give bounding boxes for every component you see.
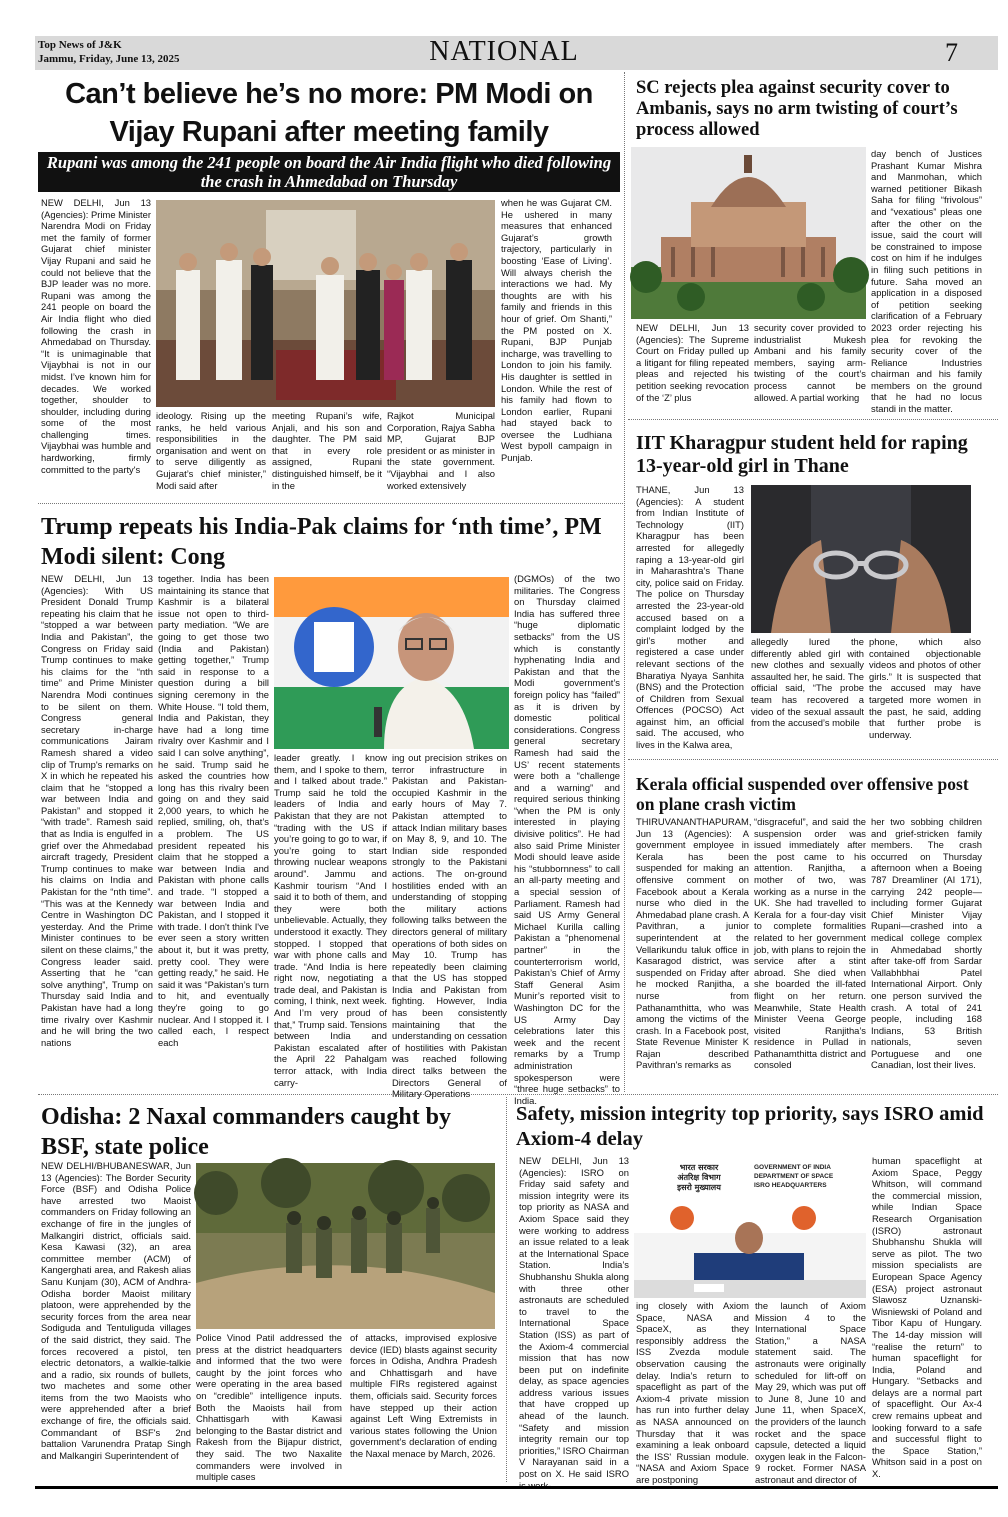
- kerala-col-2: “disgraceful”, and said the suspension order was issued immediately after the post came to his attention. Ranjitha, a mother of two, was working as a nurse in the UK. She had travelled to Kerala for a four-day visit to complete formalities related to her government job, with plans to rejoin the service after a stint abroad. She died when she boarded the ill-fated flight on her return. Meanwhile, State Health Minister Veena George visited Ranjitha’s residence in Pullad in Pathanamthitta district and consoled: [754, 816, 866, 1071]
- trump-headline: Trump repeats his India-Pak claims for ‘nth time’, PM Modi silent: Cong: [41, 514, 602, 570]
- iit-headline: IIT Kharagpur student held for raping 13-year-old girl in Thane: [636, 432, 968, 477]
- iit-col-2: allegedly lured the differently abled girl with new clothes and sexually assaulted her, he said. The official said, “The probe team has recovered a video of the sexual assault from the accused’s mobile: [751, 636, 864, 729]
- sign-hindi: भारत सरकार अंतरिक्ष विभाग इसरो मुख्यालय: [677, 1163, 721, 1192]
- handcuffs-photo: [751, 485, 971, 633]
- sc-col-3: day bench of Justices Prashant Kumar Mishra and Manmohan, which warned petitioner Bikash Saha for filing “frivolous” and “vexatious” pleas one after the other on the issue, said the court will be constrained to impose cost on him if he indulges in filing such petitions in future. Saha moved an application in a disposed of petition seeking clarification of a February 2023 order rejecting his plea for revoking the security cover of the Reliance Industries chairman and his family members on the ground that he had no locus standi in the matter.: [871, 148, 982, 415]
- sign-english: GOVERNMENT OF INDIA DEPARTMENT OF SPACE ISRO HEADQUARTERS: [754, 1164, 834, 1189]
- bsf-patrol-photo: [196, 1163, 495, 1329]
- isro-chairman-photo: [634, 1158, 866, 1298]
- odisha-col-2: Police Vinod Patil addressed the press at the district headquarters and informed that the two were caught by the joint forces who were operating in the area based on “credible” intelligence inputs. Both the Maoists hail from Chhattisgarh with Kawasi belonging to the Bastar district and Rakesh from the Bijapur district, they said. The two Naxalite commanders were involved in multiple cases: [196, 1332, 342, 1483]
- kerala-headline: Kerala official suspended over offensive post on plane crash victim: [636, 774, 969, 814]
- modi-deck: Rupani was among the 241 people on board the Air India flight who died following the crash in Ahmedabad on Thursday: [38, 152, 620, 192]
- divider: [38, 1094, 998, 1095]
- modi-col-2: ideology. Rising up the ranks, he held various responsibilities in the organisation and went on to serve diligently as Gujarat’s chief minister,” Modi said after: [156, 410, 266, 491]
- column-divider: [506, 1097, 507, 1482]
- sc-headline: SC rejects plea against security cover to Ambanis, says no arm twisting of court’s process allowed: [636, 78, 958, 140]
- page-number: 7: [945, 38, 958, 67]
- isro-col-3: the launch of Axiom Mission 4 to the International Space Station,” a NASA statement said. The astronauts were originally scheduled for lift-off on May 29, which was put off to June 8, June 10 and June 11, when SpaceX, the providers of the launch rocket and the space capsule, detected a liquid oxygen leak in the Falcon-9 rocket. Former NASA astronaut and director of: [755, 1300, 866, 1485]
- modi-photo: [156, 200, 495, 407]
- isro-headline: Safety, mission integrity top priority, says ISRO amid Axiom-4 delay: [516, 1103, 984, 1150]
- divider: [628, 419, 998, 420]
- modi-headline: Can’t believe he’s no more: PM Modi on Vijay Rupani after meeting family: [65, 78, 593, 148]
- isro-col-4: human spaceflight at Axiom Space, Peggy Whitson, will command the commercial mission, while Indian Space Research Organisation (ISRO) astronaut Shubhanshu Shukla will serve as pilot. The two mission specialists are European Space Agency (ESA) project astronaut Slawosz Uznanski-Wisniewski of Poland and Tibor Kapu of Hungary. The 14-day mission will “realise the return” to human spaceflight for India, Poland and Hungary. “Setbacks and delays are a normal part of spaceflight. Our Ax-4 crew remains upbeat and looking forward to a safe and successful flight to the Space Station,” Whitson said in a post on X.: [872, 1155, 982, 1480]
- modi-col-4: Rajkot Municipal Corporation, Rajya Sabha MP, Gujarat BJP president or as minister in the state government. “Vijaybhai and I also worked extensively: [387, 410, 495, 491]
- bottom-rule: [35, 1486, 998, 1489]
- divider: [38, 503, 623, 504]
- paper-name: Top News of J&K: [38, 39, 122, 51]
- trump-col-5: (DGMOs) of the two militaries. The Congress on Thursday claimed India has suffered three “huge diplomatic setbacks” from the US which is constantly hyphenating India and Pakistan and that the Modi government’s foreign policy has “failed” as it is driven by domestic political considerations. Congress general secretary Ramesh had said the US’ recent statements were both a “challenge and a warning” and required serious thinking “when the PM is only interested in playing divisive politics”. He had also said Prime Minister Modi should leave aside his “stubbornness” to call an all-party meeting and a special session of Parliament. Ramesh had said US Army General Michael Kurilla calling Pakistan a “phenomenal partner” in the counterterrorism world, Pakistan’s Chief of Army Staff General Asim Munir’s reported visit to Washington DC for the US Army Day celebrations later this week and the recent remarks by a Trump administration spokesperson were “three huge setbacks” to India.: [514, 573, 620, 1106]
- modi-col-5: when he was Gujarat CM. He ushered in many measures that enhanced Gujarat’s growth trajectory, particularly in boosting ‘Ease of Living’. Will always cherish the interactions we had. My thoughts are with his family and friends in this hour of grief. Om Shanti,” the PM posted on X. Rupani, BJP Punjab incharge, was travelling to London to join his family. His daughter is settled in London. While the rest of his family had flown to London earlier, Rupani had stayed back to oversee the Ludhiana West bypoll campaign in Punjab.: [501, 197, 612, 464]
- supreme-court-photo: [631, 147, 866, 319]
- trump-col-3: leader greatly. I know them, and I spoke to them, and I talked about trade.” Trump said he told the leaders of India and Pakistan that they are not “trading with the US if you’re going to go to war, if you’re going to start throwing nuclear weapons around”. Jammu and Kashmir tourism “And I said it to both of them, and they were both unbelievable. Actually, they understood it exactly. They stopped. I stopped that war with phone calls and trade. “And India is here right now, negotiating a trade deal, and Pakistan is coming, I think, next week. And I’m very proud of that,” Trump said. Tensions between India and Pakistan escalated after the April 22 Pahalgam terror attack, with India carry-: [274, 752, 387, 1088]
- sc-col-1: NEW DELHI, Jun 13 (Agencies): The Supreme Court on Friday pulled up a litigant for filing repeated pleas and rejected his petition seeking revocation of the ‘Z’ plus: [636, 322, 749, 403]
- isro-col-1: NEW DELHI, Jun 13 (Agencies): ISRO on Friday said safety and mission integrity were its top priority as NASA and Axiom Space said they were working to address an issue related to a leak at the International Space Station. India’s Shubhanshu Shukla along with three other astronauts are scheduled to travel to the International Space Station (ISS) as part of the Axiom-4 commercial mission that has now been put on indefinite delay, as space agencies address various issues that have cropped up ahead of the launch. “Safety and mission integrity remain our top priorities,” ISRO Chairman V Narayanan said in a post on X. He said ISRO: [519, 1155, 629, 1480]
- isro-col-2: ing closely with Axiom Space, NASA and SpaceX, as they responsibly address the ISS Zvezda module observation causing the delay. India’s return to spaceflight as part of the Axiom-4 private mission has run into further delay as NASA announced on Thursday that it was examining a leak onboard the ISS' Russian module. “NASA and Axiom Space are postponing: [636, 1300, 749, 1485]
- odisha-headline: Odisha: 2 Naxal commanders caught by BSF, state police: [41, 1104, 452, 1160]
- trump-col-4: ing out precision strikes on terror infrastructure in Pakistan and Pakistan-occupied Kashmir in the early hours of May 7. Pakistan attempted to attack Indian military bases on May 8, 9, and 10. The Indian side responded strongly to the Pakistani actions. The on-ground hostilities ended with an understanding of stopping the military actions following talks between the directors general of military operations of both sides on May 10. Trump has repeatedly been claiming that the US has stopped India and Pakistan from fighting. However, India has been consistently maintaining that the understanding on cessation of hostilities with Pakistan was reached following direct talks between the Directors General of Military Operations: [392, 752, 507, 1100]
- trump-col-2: together. India has been maintaining its stance that Kashmir is a bilateral issue not open to third-party mediation. “We are going to get those two (India and Pakistan) getting together,” Trump said in response to a question during a bill signing ceremony in the White House. “I told them, India and Pakistan, they have had a long time rivalry over Kashmir and I said I can solve anything”, he said. Trump said he asked the countries how long has this rivalry been going on and they said 2,000 years, to which he replied, smiling, oh, that’s a problem. The US president repeated his claim that he stopped a war between India and Pakistan with phone calls and trade. “I stopped a war between India and Pakistan, and I stopped it with trade. I don't think I've ever seen a story written about it, but it was pretty, pretty cool. They were getting ready,” he said. He said it was “Pakistan’s turn to hit, and eventually they're going to go nuclear. And I stopped it. I called each, I respect each: [158, 573, 269, 1048]
- iit-col-1: THANE, Jun 13 (Agencies): A student from Indian Institute of Technology (IIT) Kharagpur has been arrested for allegedly raping a 13-year-old girl in Maharashtra’s Thane city, police said on Friday. The police on Thursday arrested the 23-year-old accused based on a complaint lodged by the girl’s mother and registered a case under relevant sections of the Bharatiya Nyaya Sanhita (BNS) and the Protection of Children from Sexual Offences (POCSO) Act against him, an official said. The accused, who lives in the Kalwa area,: [636, 484, 744, 751]
- divider: [628, 759, 998, 760]
- modi-col-3: meeting Rupani’s wife, Anjali, and his son and daughter. The PM said that in every role assigned, Rupani distinguished himself, be it in the: [272, 410, 382, 491]
- sc-col-2: security cover provided to industrialist Mukesh Ambani and his family members, saying arm-twisting of the court’s process cannot be allowed. A partial working: [754, 322, 866, 403]
- jairam-ramesh-photo: [274, 577, 509, 749]
- modi-col-1: NEW DELHI, Jun 13 (Agencies): Prime Minister Narendra Modi on Friday met the family of former Gujarat chief minister Vijay Rupani and said he could not believe that the BJP leader was no more. Rupani was among the 241 people on board the Air India flight who died following the crash in Ahmedabad on Thursday. “It is unimaginable that Vijaybhai is not in our midst. I’ve known him for decades. We worked together, shoulder to shoulder, including during some of the most challenging times. Vijaybhai was humble and hardworking, firmly committed to the party's: [41, 197, 151, 475]
- kerala-col-1: THIRUVANANTHAPURAM, Jun 13 (Agencies): A government employee in Kerala has been suspended for making an offensive comment on Facebook about a Kerala nurse who died in the Ahmedabad plane crash. A Pavithran, a junior superintendent at the Vellarikundu taluk office in Kasaragod district, was suspended on Friday after he mocked Ranjitha, a nurse from Pathanamthitta, who was among the victims of the crash. In a Facebook post, State Revenue Minister K Rajan described Pavithran's remarks as: [636, 816, 752, 1071]
- iit-col-3: phone, which also contained objectionable videos and photos of other girls.” It is suspected that the accused may have targeted more women in the past, he said, adding that further probe is underway.: [869, 636, 981, 740]
- kerala-col-3: her two sobbing children and grief-stricken family members. The crash occurred on Thursday afternoon when a Boeing 787 Dreamliner (AI 171), carrying 242 people—including former Gujarat Chief Minister Vijay Rupani—crashed into a medical college complex in Ahmedabad shortly after take-off from Sardar Vallabhbhai Patel International Airport. Only one person survived the crash. A total of 241 people, including 168 Indians, 53 British nationals, seven Portuguese and one Canadian, lost their lives.: [871, 816, 982, 1071]
- section-title: NATIONAL: [429, 36, 579, 67]
- odisha-col-1: NEW DELHI/BHUBANESWAR, Jun 13 (Agencies): The Border Security Force (BSF) and Odisha Police have arrested two Maoist commanders on Friday following an exchange of fire in the jungles of Malkangiri district, officials said. Kesa Kawasi (32), an area committee member (ACM) of Kangerghati area, and Rakesh alias Sanu Kunjam (30), ACM of Andhra-Odisha border Maoist military platoon, were apprehended by the security forces from the area near Sodiguda and Tentuliguda villages of the said district, they said. The forces recovered a pistol, ten electric detonators, a walkie-talkie and a radio, six rounds of bullets, two machetes and some other items from the two Maoists who were apprehended after a brief exchange of fire, the officials said. Commandant of BSF's 2nd battalion Varunendra Pratap Singh and Malkangiri Superintendent of: [41, 1160, 191, 1461]
- dateline: Jammu, Friday, June 13, 2025: [38, 53, 180, 65]
- trump-col-1: NEW DELHI, Jun 13 (Agencies): With US President Donald Trump repeating his claim that he “stopped a war between India and Pakistan”, the Congress on Friday said Trump continues to make his claims for the “nth time” and Prime Minister Narendra Modi continues to be silent on them. Congress general secretary in-charge communications Jairam Ramesh shared a video clip of Trump's remarks on X in which he repeated his claim that he “stopped a war between India and Pakistan” and stopped it “with trade”. Ramesh said that as India is engulfed in grief over the Ahmedabad aircraft tragedy, President Trump continues to make his claims on India and Pakistan for the “nth time”. “This was at the Kennedy Centre in Washington DC yesterday. And the Prime Minister continues to be silent on these claims,” the Congress leader said. Asserting that he “can solve anything”, Trump on Thursday said India and Pakistan have had a long time rivalry over Kashmir and he will bring the two nations: [41, 573, 153, 1048]
- column-divider: [624, 72, 625, 1092]
- odisha-col-3: of attacks, improvised explosive device (IED) blasts against security forces in Odisha, Andhra Pradesh and Chhattisgarh and have multiple FIRs registered against them, officials said. Security forces have stepped up their action against Left Wing Extremists in various states following the Union government’s declaration of ending the Naxal menace by March, 2026.: [350, 1332, 497, 1459]
